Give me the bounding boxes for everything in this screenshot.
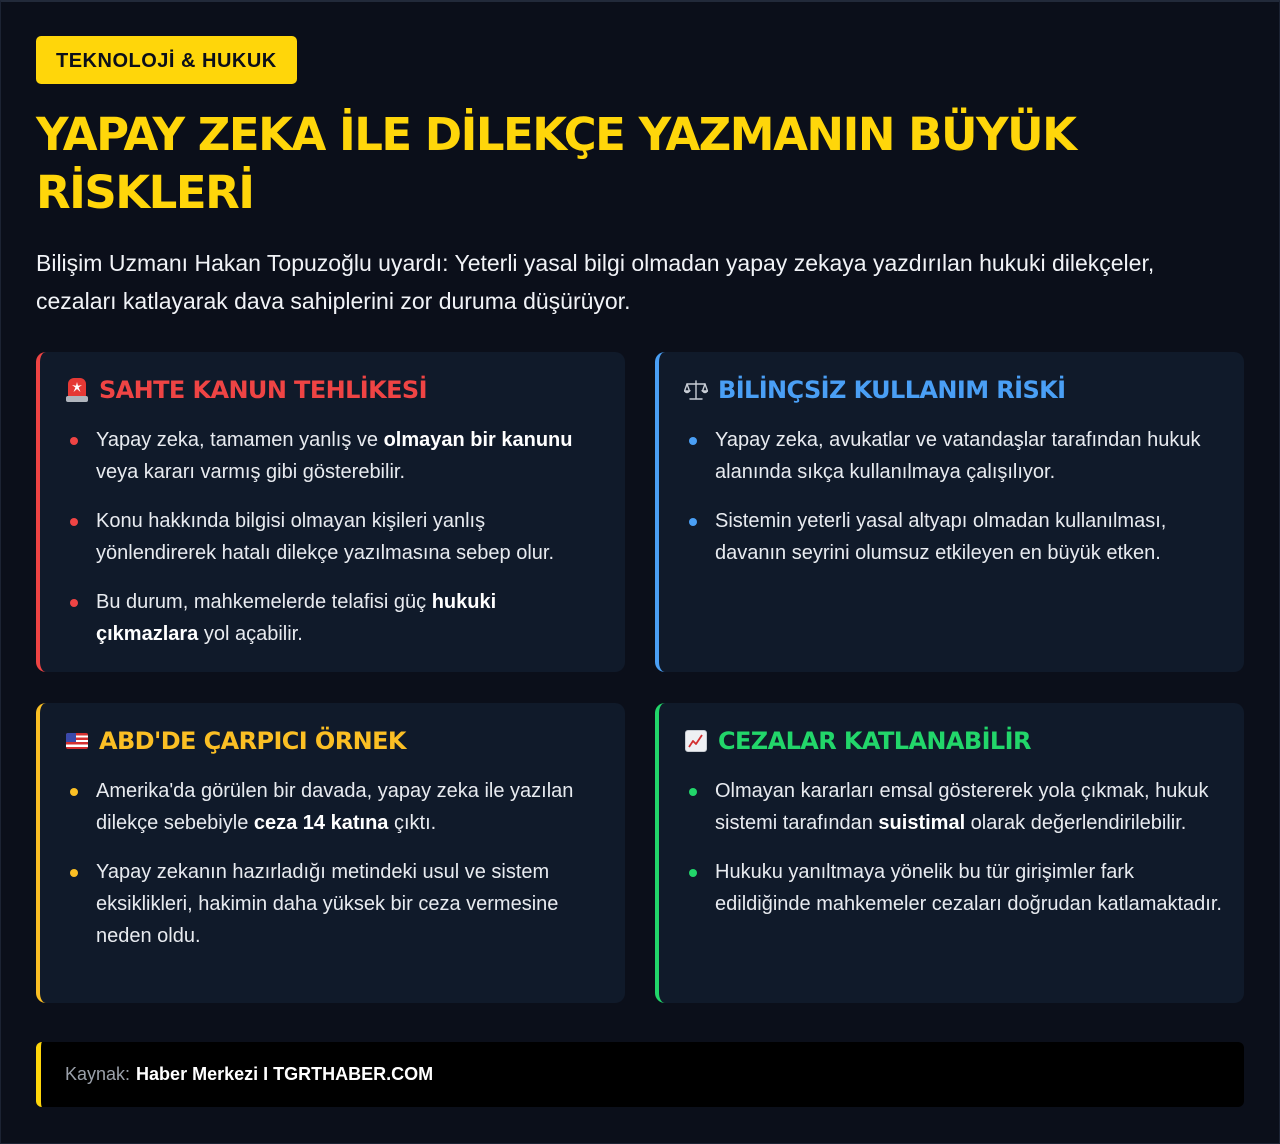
card-sahte-kanun bbox=[36, 352, 625, 672]
bullet-item bbox=[64, 586, 603, 650]
bullet-item bbox=[683, 424, 1222, 488]
bullet-dot-icon bbox=[689, 518, 697, 526]
bullet-list bbox=[64, 775, 603, 952]
bullet-text: Hukuku yanıltmaya yönelik bu tür girişimler fark edildiğinde mahkemeler cezaları doğrudan katlamaktadır. bbox=[715, 861, 1222, 915]
card-title: CEZALAR KATLANABİLİR bbox=[718, 727, 1031, 755]
bullet-item bbox=[683, 505, 1222, 569]
card-header bbox=[683, 374, 1222, 406]
card-title: BİLİNÇSİZ KULLANIM RİSKİ bbox=[718, 376, 1066, 404]
cards-grid bbox=[36, 352, 1244, 1003]
siren-icon bbox=[64, 377, 90, 403]
category-tag: TEKNOLOJİ & HUKUK bbox=[36, 36, 297, 84]
card-title: SAHTE KANUN TEHLİKESİ bbox=[99, 376, 427, 404]
bullet-list bbox=[683, 424, 1222, 569]
bullet-item bbox=[64, 856, 603, 952]
bullet-item bbox=[64, 505, 603, 569]
bullet-item bbox=[64, 424, 603, 488]
bullet-emphasis: hukuki çıkmazlara bbox=[96, 591, 497, 645]
bullet-dot-icon bbox=[70, 788, 78, 796]
card-abd-ornek bbox=[36, 703, 625, 1003]
header bbox=[36, 36, 1244, 320]
card-header bbox=[683, 725, 1222, 757]
card-cezalar-katlanabilir bbox=[655, 703, 1244, 1003]
bullet-emphasis: suistimal bbox=[878, 812, 966, 834]
bullet-dot-icon bbox=[70, 437, 78, 445]
bullet-dot-icon bbox=[689, 437, 697, 445]
bullet-text: Olmayan kararları emsal göstererek yola çıkmak, hukuk sistemi tarafından bbox=[715, 780, 1209, 834]
bullet-item bbox=[64, 775, 603, 839]
source-value: Haber Merkezi I TGRTHABER.COM bbox=[136, 1064, 434, 1084]
bullet-emphasis: olmayan bir kanunu bbox=[383, 429, 573, 451]
bullet-item bbox=[683, 856, 1222, 920]
card-title: ABD'DE ÇARPICI ÖRNEK bbox=[99, 727, 406, 755]
page-subtitle: Bilişim Uzmanı Hakan Topuzoğlu uyardı: Yeterli yasal bilgi olmadan yapay zekaya yazdırılan hukuki dilekçeler, cezaları katlayarak dava sahiplerini zor duruma düşürüyor. bbox=[36, 250, 1155, 314]
bullet-text: Yapay zeka, avukatlar ve vatandaşlar tarafından hukuk alanında sıkça kullanılmaya çalışılıyor. bbox=[715, 429, 1201, 483]
scales-icon bbox=[683, 377, 709, 403]
source-label: Kaynak: bbox=[65, 1064, 131, 1084]
bullet-item bbox=[683, 775, 1222, 839]
bullet-dot-icon bbox=[70, 518, 78, 526]
bullet-text: yol açabilir. bbox=[198, 623, 303, 645]
us-flag-icon bbox=[64, 728, 90, 754]
bullet-text: Amerika'da görülen bir davada, yapay zeka ile yazılan dilekçe sebebiyle bbox=[96, 780, 574, 834]
bullet-text: Yapay zekanın hazırladığı metindeki usul ve sistem eksiklikleri, hakimin daha yüksek bir ceza vermesine neden oldu. bbox=[96, 861, 559, 947]
bullet-list bbox=[64, 424, 603, 650]
bullet-dot-icon bbox=[689, 788, 697, 796]
bullet-text: Sistemin yeterli yasal altyapı olmadan kullanılması, davanın seyrini olumsuz etkileyen en büyük etken. bbox=[715, 510, 1167, 564]
bullet-dot-icon bbox=[70, 599, 78, 607]
chart-increasing-icon bbox=[683, 728, 709, 754]
bullet-text: Yapay zeka, tamamen yanlış ve bbox=[96, 429, 384, 451]
bullet-text: Konu hakkında bilgisi olmayan kişileri yanlış yönlendirerek hatalı dilekçe yazılmasına sebep olur. bbox=[96, 510, 555, 564]
bullet-dot-icon bbox=[689, 869, 697, 877]
bullet-text: Bu durum, mahkemelerde telafisi güç bbox=[96, 591, 432, 613]
bullet-list bbox=[683, 775, 1222, 920]
bullet-text: çıktı. bbox=[388, 812, 437, 834]
bullet-dot-icon bbox=[70, 869, 78, 877]
source-footer bbox=[36, 1042, 1244, 1107]
bullet-text: olarak değerlendirilebilir. bbox=[965, 812, 1187, 834]
card-header bbox=[64, 725, 603, 757]
bullet-emphasis: ceza 14 katına bbox=[253, 812, 389, 834]
page-title: YAPAY ZEKA İLE DİLEKÇE YAZMANIN BÜYÜK RİSKLERİ bbox=[36, 108, 1076, 219]
card-header bbox=[64, 374, 603, 406]
card-bilincsiz-kullanim bbox=[655, 352, 1244, 672]
bullet-text: veya kararı varmış gibi gösterebilir. bbox=[96, 461, 406, 483]
